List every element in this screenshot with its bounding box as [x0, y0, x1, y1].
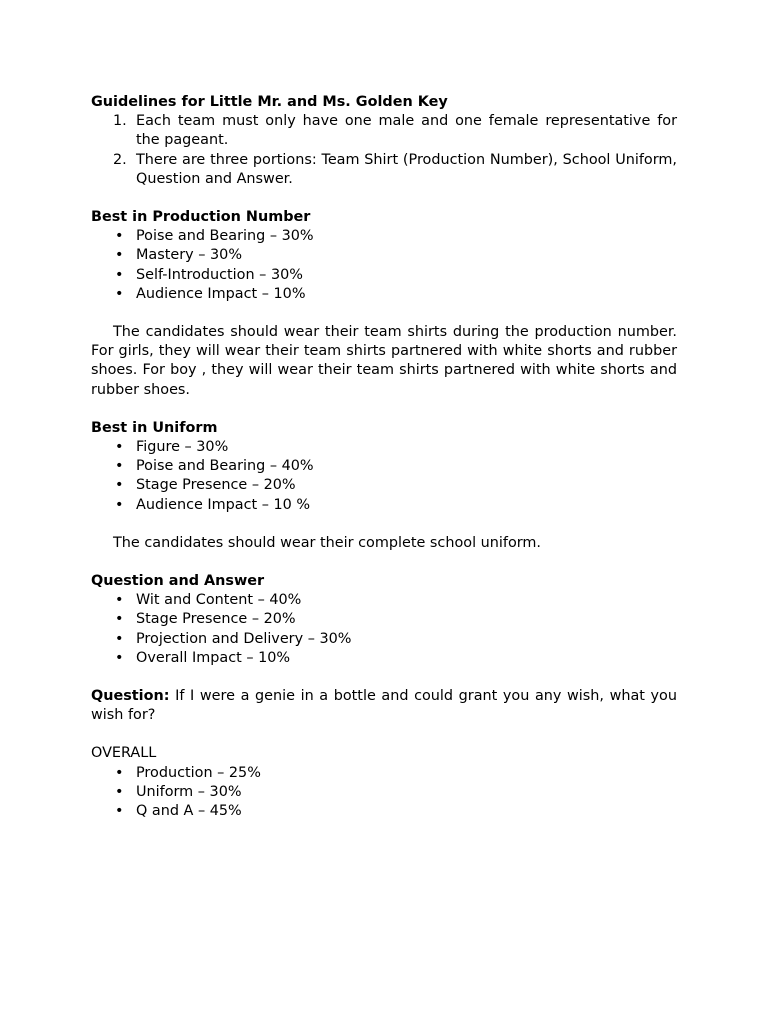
- list-item: [91, 783, 677, 802]
- list-item-text: Poise and Bearing – 30%: [136, 228, 314, 245]
- bullet-icon: •: [115, 458, 124, 475]
- list-item: [91, 266, 677, 285]
- list-item-text: Audience Impact – 10 %: [136, 496, 311, 513]
- bullet-icon: •: [115, 592, 124, 609]
- bullet-icon: •: [115, 764, 124, 781]
- bullet-icon: •: [115, 630, 124, 647]
- list-item: [91, 476, 677, 495]
- spacer: [91, 400, 677, 419]
- list-item-text: Audience Impact – 10%: [136, 285, 306, 302]
- list-item-text: Mastery – 30%: [136, 247, 242, 264]
- guidelines-heading: Guidelines for Little Mr. and Ms. Golden Key: [91, 94, 448, 110]
- list-item-text: Production – 25%: [136, 764, 261, 781]
- list-item: [91, 610, 677, 629]
- bullet-icon: •: [115, 477, 124, 494]
- list-item-text: Stage Presence – 20%: [136, 477, 296, 494]
- list-item: [91, 764, 677, 783]
- bullet-icon: •: [115, 439, 124, 456]
- list-item-text: Q and A – 45%: [136, 803, 242, 820]
- production-heading: Best in Production Number: [91, 209, 311, 226]
- overall-heading: OVERALL: [91, 745, 157, 762]
- bullet-icon: •: [115, 496, 124, 513]
- list-item-text: Projection and Delivery – 30%: [136, 630, 352, 647]
- list-item-text: Each team must only have one male and one female representative for the pageant.: [136, 113, 677, 149]
- list-item: [91, 649, 677, 668]
- qa-heading: Question and Answer: [91, 573, 265, 590]
- list-item: [91, 285, 677, 304]
- uniform-heading: Best in Uniform: [91, 419, 218, 436]
- list-item: [91, 802, 677, 821]
- production-criteria-list: [91, 227, 677, 304]
- spacer: [91, 515, 677, 534]
- list-item-text: Uniform – 30%: [136, 783, 242, 800]
- question-label: Question:: [91, 688, 170, 705]
- list-number: 2.: [113, 151, 127, 168]
- bullet-icon: •: [115, 611, 124, 628]
- list-item: [91, 246, 677, 265]
- bullet-icon: •: [115, 266, 124, 283]
- list-item: [91, 591, 677, 610]
- list-item-text: Overall Impact – 10%: [136, 649, 291, 666]
- list-item-text: Self-Introduction – 30%: [136, 266, 303, 283]
- production-paragraph: The candidates should wear their team shirts during the production number. For girls, they will wear their team shirts partnered with white shorts and rubber shoes. For boy , they will wear their team shirts partnered with white shorts and rubber shoes.: [91, 324, 677, 398]
- list-item-text: Stage Presence – 20%: [136, 611, 296, 628]
- list-number: 1.: [113, 113, 127, 130]
- list-item: [91, 630, 677, 649]
- spacer: [91, 189, 677, 208]
- question-text: If I were a genie in a bottle and could grant you any wish, what you wish for?: [91, 688, 677, 724]
- list-item-text: Poise and Bearing – 40%: [136, 458, 314, 475]
- list-item-text: There are three portions: Team Shirt (Production Number), School Uniform, Question and Answer.: [136, 151, 677, 187]
- qa-criteria-list: [91, 591, 677, 668]
- bullet-icon: •: [115, 803, 124, 820]
- spacer: [91, 553, 677, 572]
- list-item: [91, 112, 677, 150]
- spacer: [91, 304, 677, 323]
- list-item: [91, 151, 677, 189]
- uniform-paragraph: The candidates should wear their complete school uniform.: [113, 534, 542, 551]
- bullet-icon: •: [115, 649, 124, 666]
- spacer: [91, 725, 677, 744]
- list-item: [91, 227, 677, 246]
- list-item-text: Figure – 30%: [136, 439, 229, 456]
- spacer: [91, 668, 677, 687]
- list-item: [91, 438, 677, 457]
- bullet-icon: •: [115, 783, 124, 800]
- uniform-criteria-list: [91, 438, 677, 515]
- list-item-text: Wit and Content – 40%: [136, 592, 302, 609]
- list-item: [91, 496, 677, 515]
- guidelines-list: [91, 112, 677, 189]
- bullet-icon: •: [115, 228, 124, 245]
- overall-list: [91, 764, 677, 822]
- question-paragraph: [91, 687, 677, 725]
- bullet-icon: •: [115, 285, 124, 302]
- list-item: [91, 457, 677, 476]
- bullet-icon: •: [115, 247, 124, 264]
